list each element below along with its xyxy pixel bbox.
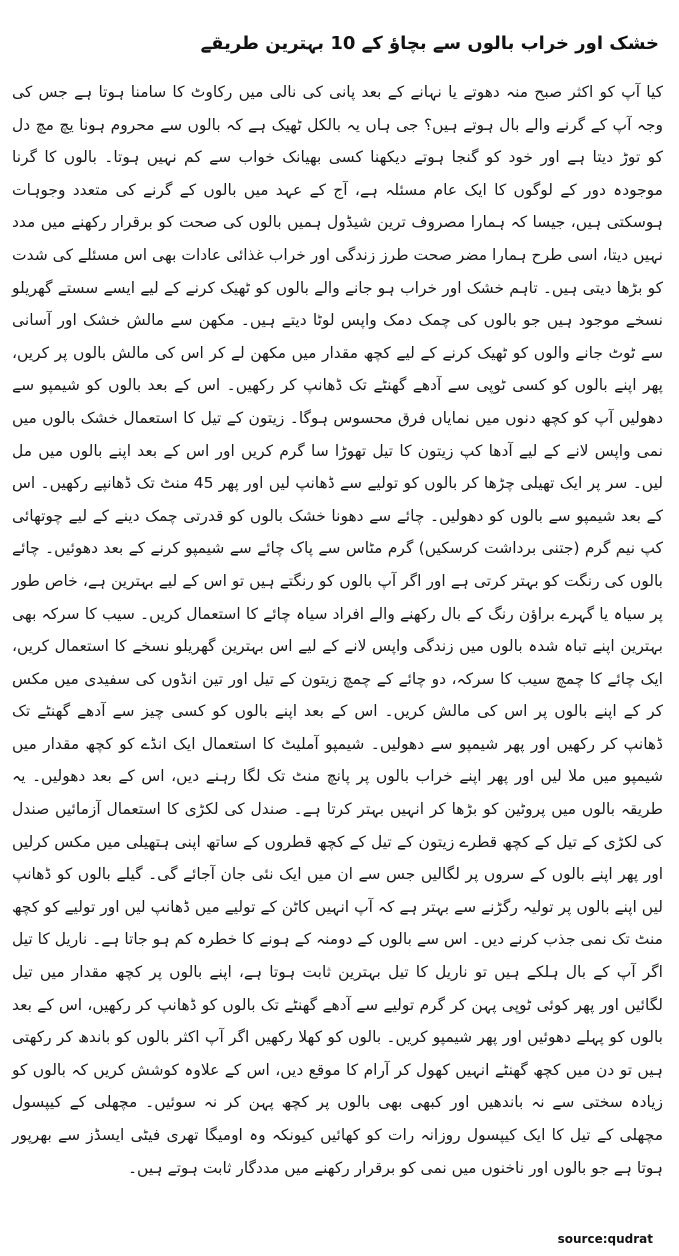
source-credit: source:qudrat	[557, 1232, 653, 1246]
article-body: کیا آپ کو اکثر صبح منہ دھوتے یا نہانے کے بعد پانی کی نالی میں رکاوٹ کا سامنا ہوتا ہے جس کی وجہ آپ کے گرنے والے بال ہوتے ہیں؟ جی ہاں یہ بالکل ٹھیک ہے کہ بالوں سے محروم ہونا یچ مچ دل کو توڑ دیتا ہے اور خود کو گنجا ہوتے دیکھنا کسی بھیانک خواب سے کم نہیں ہوتا۔ بالوں کا گرنا موجودہ دور کے لوگوں کا ایک عام مسئلہ ہے، آج کے عہد میں بالوں کے گرنے کی متعدد وجوہات ہوسکتی ہیں، جیسا کہ ہمارا مصروف ترین شیڈول ہمیں بالوں کی صحت کو برقرار رکھنے میں مدد نہیں دیتا، اسی طرح ہمارا مضر صحت طرز زندگی اور خراب غذائی عادات بھی اس مسئلے کی شدت کو بڑھا دیتی ہیں۔ تاہم خشک اور خراب ہو جانے والے بالوں کو ٹھیک کرنے کے لیے ایسے سستے گھریلو نسخے موجود ہیں جو بالوں کی چمک دمک واپس لوٹا دیتے ہیں۔ مکھن سے مالش خشک اور آسانی سے ٹوٹ جانے والوں کو ٹھیک کرنے کے لیے کچھ مقدار میں مکھن لے کر اس کی مالش بالوں پر کریں، پھر اپنے بالوں کو کسی ٹوپی سے آدھے گھنٹے تک ڈھانپ کر رکھیں۔ اس کے بعد بالوں کو شیمپو سے دھولیں آپ کو کچھ دنوں میں نمایاں فرق محسوس ہوگا۔ زیتون کے تیل کا استعمال خشک بالوں میں نمی واپس لانے کے لیے آدھا کپ زیتون کا تیل تھوڑا سا گرم کریں اور اس کے بعد اپنے بالوں میں مل لیں۔ سر پر ایک تھیلی چڑھا کر بالوں کو تولیے سے ڈھانپ لیں اور پھر 45 منٹ تک ڈھانپے رکھیں۔ اس کے بعد شیمپو سے بالوں کو دھولیں۔ چائے سے دھونا خشک بالوں کو قدرتی چمک دینے کے لیے چوتھائی کپ نیم گرم (جتنی برداشت کرسکیں) گرم مٹاس سے پاک چائے سے شیمپو کرنے کے بعد دھوئیں۔ چائے بالوں کی رنگت کو بہتر کرتی ہے اور اگر آپ بالوں کو رنگتے ہیں تو اس کے لیے بہترین ہے، خاص طور پر سیاہ یا گہرے براؤن رنگ کے بال رکھنے والے افراد سیاہ چائے کا استعمال کریں۔ سیب کا سرکہ بھی بہترین اپنے تباہ شدہ بالوں میں زندگی واپس لانے کے لیے اس بہترین گھریلو نسخے کا استعمال کریں، ایک چائے کا چمچ سیب کا سرکہ، دو چائے کے چمچ زیتون کے تیل اور تین انڈوں کی سفیدی میں مکس کر کے اپنے بالوں پر اس کی مالش کریں۔ اس کے بعد اپنے بالوں کو کسی چیز سے آدھے گھنٹے تک ڈھانپ کر رکھیں اور پھر شیمپو سے دھولیں۔ شیمپو آملیٹ کا استعمال ایک انڈے کو کچھ مقدار میں شیمپو میں ملا لیں اور پھر اپنے خراب بالوں پر پانچ منٹ تک لگا رہنے دیں، اس کے بعد دھولیں۔ یہ طریقہ بالوں میں پروٹین کو بڑھا کر انہیں بہتر کرتا ہے۔ صندل کی لکڑی کا استعمال آزمائیں صندل کی لکڑی کے تیل کے کچھ قطرے زیتون کے تیل کے کچھ قطروں کے ساتھ اپنی ہتھیلی میں مکس کرلیں اور پھر اپنے بالوں کے سروں پر لگالیں جس سے ان میں ایک نئی جان آجائے گی۔ گیلے بالوں کو ڈھانپ لیں اپنے بالوں پر تولیہ رگڑنے سے بہتر ہے کہ آپ انہیں کاٹن کے تولیے میں ڈھانپ لیں اور تولیے کو کچھ منٹ تک نمی جذب کرنے دیں۔ اس سے بالوں کے دومنہ کے ہونے کا خطرہ کم ہو جاتا ہے۔ ناریل کا تیل اگر آپ کے بال ہلکے ہیں تو ناریل کا تیل بہترین ثابت ہوتا ہے، اپنے بالوں پر کچھ مقدار میں تیل لگائیں اور پھر کوئی ٹوپی پہن کر گرم تولیے سے آدھے گھنٹے تک بالوں کو ڈھانپ کر رکھیں، اس کے بعد بالوں کو پہلے دھوئیں اور پھر شیمپو کریں۔ بالوں کو کھلا رکھیں اگر آپ اکثر بالوں کو باندھ کر رکھتی ہیں تو دن میں کچھ گھنٹے انہیں کھول کر آرام کا موقع دیں، اس کے علاوہ کوشش کریں کہ بالوں کو زیادہ سختی سے نہ باندھیں اور کبھی بھی بالوں پر کچھ پہن کر نہ سوئیں۔ مچھلی کے کیپسول مچھلی کے تیل کا ایک کیپسول روزانہ رات کو کھائیں کیونکہ وہ اومیگا تھری فیٹی ایسڈز سے بھرپور ہوتا ہے جو بالوں اور ناخنوں میں نمی کو برقرار رکھنے میں مددگار ثابت ہوتے ہیں۔	[12, 83, 663, 1177]
article-title: خشک اور خراب بالوں سے بچاؤ کے 10 بہترین طریقے	[200, 33, 659, 54]
